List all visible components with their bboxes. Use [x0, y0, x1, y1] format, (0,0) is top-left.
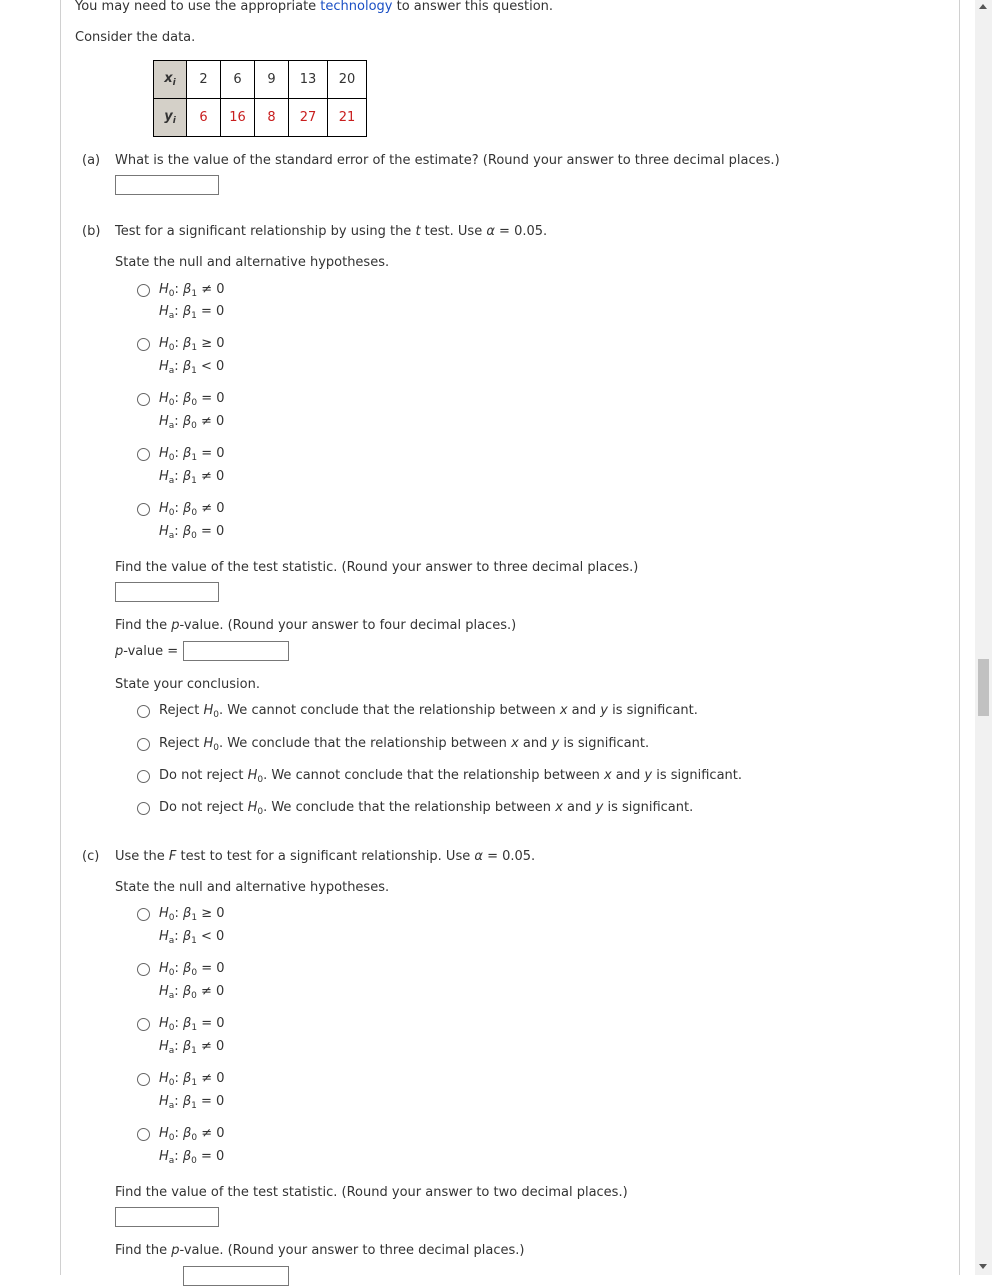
- data-table: [153, 60, 367, 137]
- b-conclusion-radio-1[interactable]: [137, 705, 150, 718]
- b-p-prompt: Find the p-value. (Round your answer to four decimal places.): [115, 618, 517, 633]
- b-test-statistic-input[interactable]: [115, 582, 219, 602]
- c-hypothesis-radio-2[interactable]: [137, 963, 150, 976]
- x-value: 20: [328, 61, 367, 99]
- b-h0-3: $H_0$: $\beta_0 = 0$: [159, 391, 225, 408]
- b-hypothesis-radio-1[interactable]: [137, 284, 150, 297]
- b-conclusion-4: Do not reject $H_0$. We conclude that the relationship between x and y is significant.: [159, 800, 694, 817]
- x-value: 2: [187, 61, 221, 99]
- b-hypothesis-radio-3[interactable]: [137, 393, 150, 406]
- part-c-question: Use the F test to test for a significant relationship. Use α = 0.05.: [115, 849, 536, 864]
- b-ha-5: $H_a$: $\beta_0 = 0$: [159, 524, 225, 541]
- c-h0-3: $H_0$: $\beta_1 = 0$: [159, 1016, 225, 1033]
- b-h0-1: $H_0$: $\beta_1 \ne 0$: [159, 282, 225, 299]
- b-h0-5: $H_0$: $\beta_0 \ne 0$: [159, 501, 225, 518]
- b-ha-3: $H_a$: $\beta_0 \ne 0$: [159, 414, 225, 431]
- x-value: 13: [289, 61, 328, 99]
- b-conclusion-2: Reject $H_0$. We conclude that the relationship between x and y is significant.: [159, 736, 650, 753]
- b-hypothesis-radio-4[interactable]: [137, 448, 150, 461]
- b-ha-1: $H_a$: $\beta_1 = 0$: [159, 304, 225, 321]
- c-hypothesis-radio-4[interactable]: [137, 1073, 150, 1086]
- y-header: $y_i$: [154, 99, 187, 137]
- b-ha-4: $H_a$: $\beta_1 \ne 0$: [159, 469, 225, 486]
- b-hypothesis-radio-2[interactable]: [137, 338, 150, 351]
- scroll-down-arrow-icon[interactable]: [979, 1264, 987, 1269]
- c-hypothesis-radio-3[interactable]: [137, 1018, 150, 1031]
- b-h0-2: $H_0$: $\beta_1 \ge 0$: [159, 336, 225, 353]
- part-c-hypotheses-prompt: State the null and alternative hypotheses.: [115, 880, 390, 895]
- c-ha-3: $H_a$: $\beta_1 \ne 0$: [159, 1039, 225, 1056]
- part-a-question: What is the value of the standard error of the estimate? (Round your answer to three decimal places.): [115, 153, 780, 168]
- part-b-label: (b): [82, 224, 101, 239]
- b-p-label: p-value =: [115, 644, 179, 659]
- y-value: 27: [289, 99, 328, 137]
- y-value: 8: [255, 99, 289, 137]
- b-conclusion-3: Do not reject $H_0$. We cannot conclude that the relationship between x and y is significant.: [159, 768, 743, 785]
- part-a-label: (a): [82, 153, 101, 168]
- part-c-label: (c): [82, 849, 100, 864]
- technology-link[interactable]: technology: [320, 0, 393, 14]
- scroll-up-arrow-icon[interactable]: [979, 4, 987, 9]
- vertical-scrollbar[interactable]: [975, 0, 992, 1275]
- y-value: 16: [221, 99, 255, 137]
- c-hypothesis-radio-5[interactable]: [137, 1128, 150, 1141]
- c-h0-1: $H_0$: $\beta_1 \ge 0$: [159, 906, 225, 923]
- b-conclusion-radio-4[interactable]: [137, 802, 150, 815]
- c-ha-4: $H_a$: $\beta_1 = 0$: [159, 1094, 225, 1111]
- c-p-value-input[interactable]: [183, 1266, 289, 1286]
- c-ha-1: $H_a$: $\beta_1 < 0$: [159, 929, 225, 946]
- c-p-prompt: Find the p-value. (Round your answer to three decimal places.): [115, 1243, 525, 1258]
- c-ha-2: $H_a$: $\beta_0 \ne 0$: [159, 984, 225, 1001]
- c-test-statistic-input[interactable]: [115, 1207, 219, 1227]
- c-h0-5: $H_0$: $\beta_0 \ne 0$: [159, 1126, 225, 1143]
- part-b-hypotheses-prompt: State the null and alternative hypotheses.: [115, 255, 390, 270]
- b-h0-4: $H_0$: $\beta_1 = 0$: [159, 446, 225, 463]
- c-hypothesis-radio-1[interactable]: [137, 908, 150, 921]
- c-h0-2: $H_0$: $\beta_0 = 0$: [159, 961, 225, 978]
- std-error-input[interactable]: [115, 175, 219, 195]
- c-ha-5: $H_a$: $\beta_0 = 0$: [159, 1149, 225, 1166]
- c-stat-prompt: Find the value of the test statistic. (Round your answer to two decimal places.): [115, 1185, 628, 1200]
- b-conclusion-radio-2[interactable]: [137, 738, 150, 751]
- intro-text: You may need to use the appropriate technology to answer this question.: [75, 0, 554, 14]
- b-conclusion-prompt: State your conclusion.: [115, 677, 260, 692]
- y-value: 6: [187, 99, 221, 137]
- b-ha-2: $H_a$: $\beta_1 < 0$: [159, 359, 225, 376]
- c-h0-4: $H_0$: $\beta_1 \ne 0$: [159, 1071, 225, 1088]
- x-header: $x_i$: [154, 61, 187, 99]
- x-value: 6: [221, 61, 255, 99]
- scrollbar-thumb[interactable]: [978, 659, 989, 716]
- consider-text: Consider the data.: [75, 30, 196, 45]
- b-conclusion-radio-3[interactable]: [137, 770, 150, 783]
- b-p-value-input[interactable]: [183, 641, 289, 661]
- b-conclusion-1: Reject $H_0$. We cannot conclude that the relationship between x and y is significant.: [159, 703, 698, 720]
- part-b-question: Test for a significant relationship by using the t test. Use α = 0.05.: [115, 224, 548, 239]
- b-stat-prompt: Find the value of the test statistic. (Round your answer to three decimal places.): [115, 560, 639, 575]
- x-value: 9: [255, 61, 289, 99]
- b-hypothesis-radio-5[interactable]: [137, 503, 150, 516]
- y-value: 21: [328, 99, 367, 137]
